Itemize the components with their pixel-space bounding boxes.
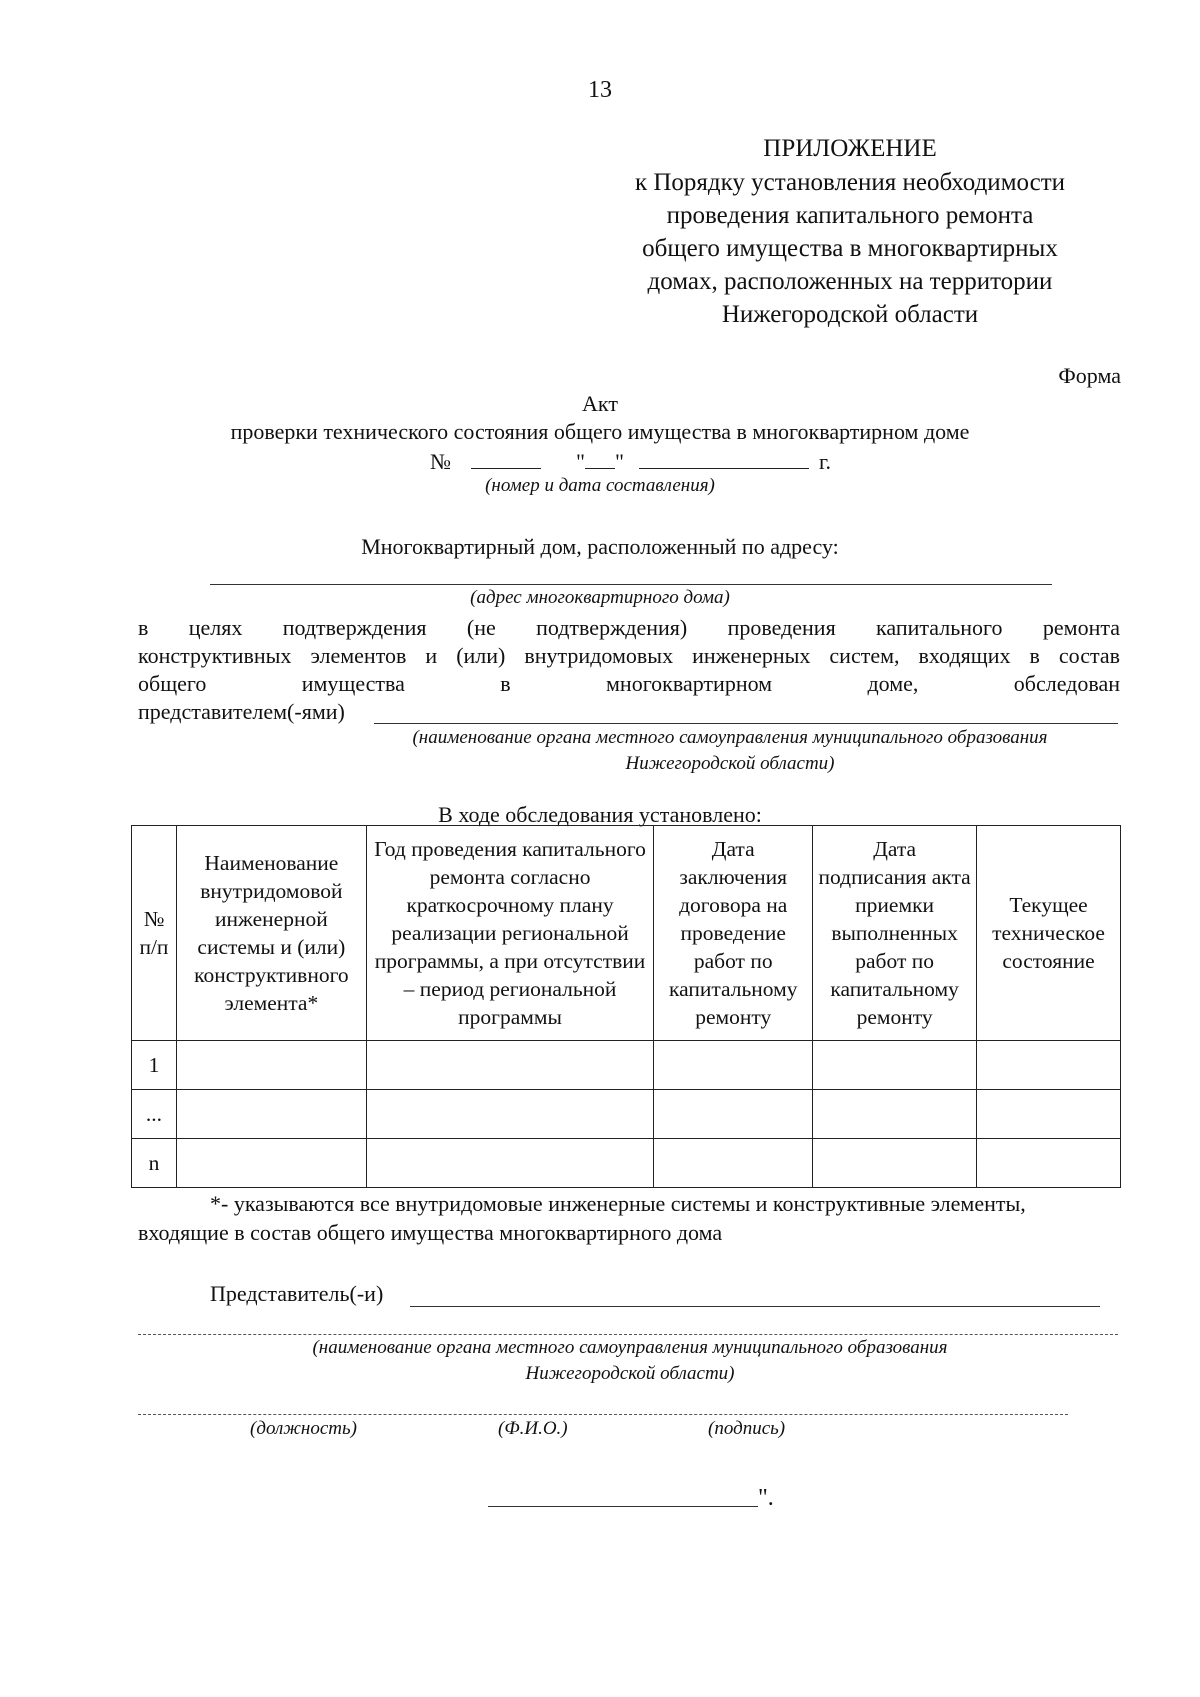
- table-cell[interactable]: [176, 1041, 366, 1090]
- number-date-caption: (номер и дата составления): [485, 475, 715, 496]
- quote-open: ": [576, 449, 585, 474]
- header-current-state: Текущее техническое состояние: [977, 826, 1121, 1041]
- appendix-line: общего имущества в многоквартирных: [642, 235, 1058, 262]
- form-label: Форма: [1058, 363, 1121, 388]
- header-contract-date: Дата заключения договора на проведение работ по капитальному ремонту: [654, 826, 813, 1041]
- representative-org-line[interactable]: [138, 1334, 1118, 1335]
- table-cell[interactable]: [813, 1139, 977, 1188]
- table-row: [132, 1090, 1121, 1139]
- address-caption: (адрес многоквартирного дома): [470, 587, 730, 608]
- table-cell[interactable]: [813, 1090, 977, 1139]
- appendix-title: ПРИЛОЖЕНИЕ: [763, 135, 937, 162]
- table-cell[interactable]: [654, 1090, 813, 1139]
- inspection-table: [131, 825, 1121, 1188]
- header-number: № п/п: [132, 826, 177, 1041]
- representative-label: Представитель(-и): [210, 1281, 384, 1306]
- closing-line: [488, 1506, 758, 1507]
- closing-mark: ".: [758, 1485, 774, 1511]
- appendix-line: к Порядку установления необходимости: [634, 169, 1066, 196]
- page-number: 13: [588, 77, 612, 103]
- row-number: 1: [132, 1041, 177, 1090]
- header-repair-year: Год проведения капитального ремонта согласно краткосрочному плану реализации региональной программы, а при отсутствии – период региональной программы: [366, 826, 653, 1041]
- table-cell[interactable]: [176, 1139, 366, 1188]
- body-line-3: общего имущества в многоквартирном доме, обследован: [138, 671, 1120, 696]
- appendix-line: Нижегородской области: [721, 301, 979, 328]
- appendix-line: домах, расположенных на территории: [647, 268, 1053, 295]
- act-month-year-field[interactable]: [639, 446, 809, 469]
- header-element-name: Наименование внутридомовой инженерной системы и (или) конструктивного элемента*: [176, 826, 366, 1041]
- body-line-4: представителем(-ями): [138, 699, 345, 724]
- act-title: Акт: [582, 391, 618, 416]
- representative-caption-1: (наименование органа местного самоуправления муниципального образования: [312, 1337, 948, 1358]
- address-field[interactable]: [210, 584, 1052, 585]
- table-row: [132, 1041, 1121, 1090]
- table-cell[interactable]: [977, 1090, 1121, 1139]
- year-suffix: г.: [818, 449, 832, 474]
- table-cell[interactable]: [654, 1041, 813, 1090]
- table-cell[interactable]: [366, 1090, 653, 1139]
- table-cell[interactable]: [654, 1139, 813, 1188]
- table-header-row: [132, 826, 1121, 1041]
- address-label: Многоквартирный дом, расположенный по адресу:: [361, 534, 839, 559]
- row-number: ...: [132, 1090, 177, 1139]
- body-caption-1: (наименование органа местного самоуправления муниципального образования: [412, 727, 1048, 748]
- appendix-line: проведения капитального ремонта: [666, 202, 1034, 229]
- table-cell[interactable]: [977, 1139, 1121, 1188]
- appendix-text: [600, 166, 1100, 331]
- table-cell[interactable]: [977, 1041, 1121, 1090]
- table-cell[interactable]: [176, 1090, 366, 1139]
- body-line-2: конструктивных элементов и (или) внутридомовых инженерных систем, входящих в состав: [138, 643, 1120, 668]
- signature-line[interactable]: [138, 1414, 1068, 1415]
- quote-close: ": [614, 449, 624, 474]
- act-day-field[interactable]: [585, 446, 615, 469]
- table-row: [132, 1139, 1121, 1188]
- act-number-field[interactable]: [471, 446, 541, 469]
- signature-caption: (подпись): [708, 1418, 786, 1439]
- representative-org-field[interactable]: [374, 723, 1118, 724]
- position-caption: (должность): [250, 1418, 357, 1439]
- body-caption-2: Нижегородской области): [625, 753, 835, 774]
- table-cell[interactable]: [366, 1041, 653, 1090]
- footnote-line-2: входящие в состав общего имущества многоквартирного дома: [138, 1220, 723, 1245]
- act-subtitle: проверки технического состояния общего имущества в многоквартирном доме: [230, 419, 970, 444]
- table-cell[interactable]: [813, 1041, 977, 1090]
- header-acceptance-date: Дата подписания акта приемки выполненных работ по капитальному ремонту: [813, 826, 977, 1041]
- table-cell[interactable]: [366, 1139, 653, 1188]
- representative-name-field[interactable]: [410, 1306, 1100, 1307]
- row-number: n: [132, 1139, 177, 1188]
- footnote-line-1: *- указываются все внутридомовые инженерные системы и конструктивные элементы,: [210, 1191, 1026, 1216]
- fio-caption: (Ф.И.О.): [498, 1418, 568, 1439]
- table-caption: В ходе обследования установлено:: [438, 802, 762, 827]
- act-number-date-line: [430, 446, 850, 476]
- number-sign: №: [430, 449, 451, 474]
- body-line-1: в целях подтверждения (не подтверждения) проведения капитального ремонта: [138, 615, 1120, 640]
- representative-caption-2: Нижегородской области): [525, 1363, 735, 1384]
